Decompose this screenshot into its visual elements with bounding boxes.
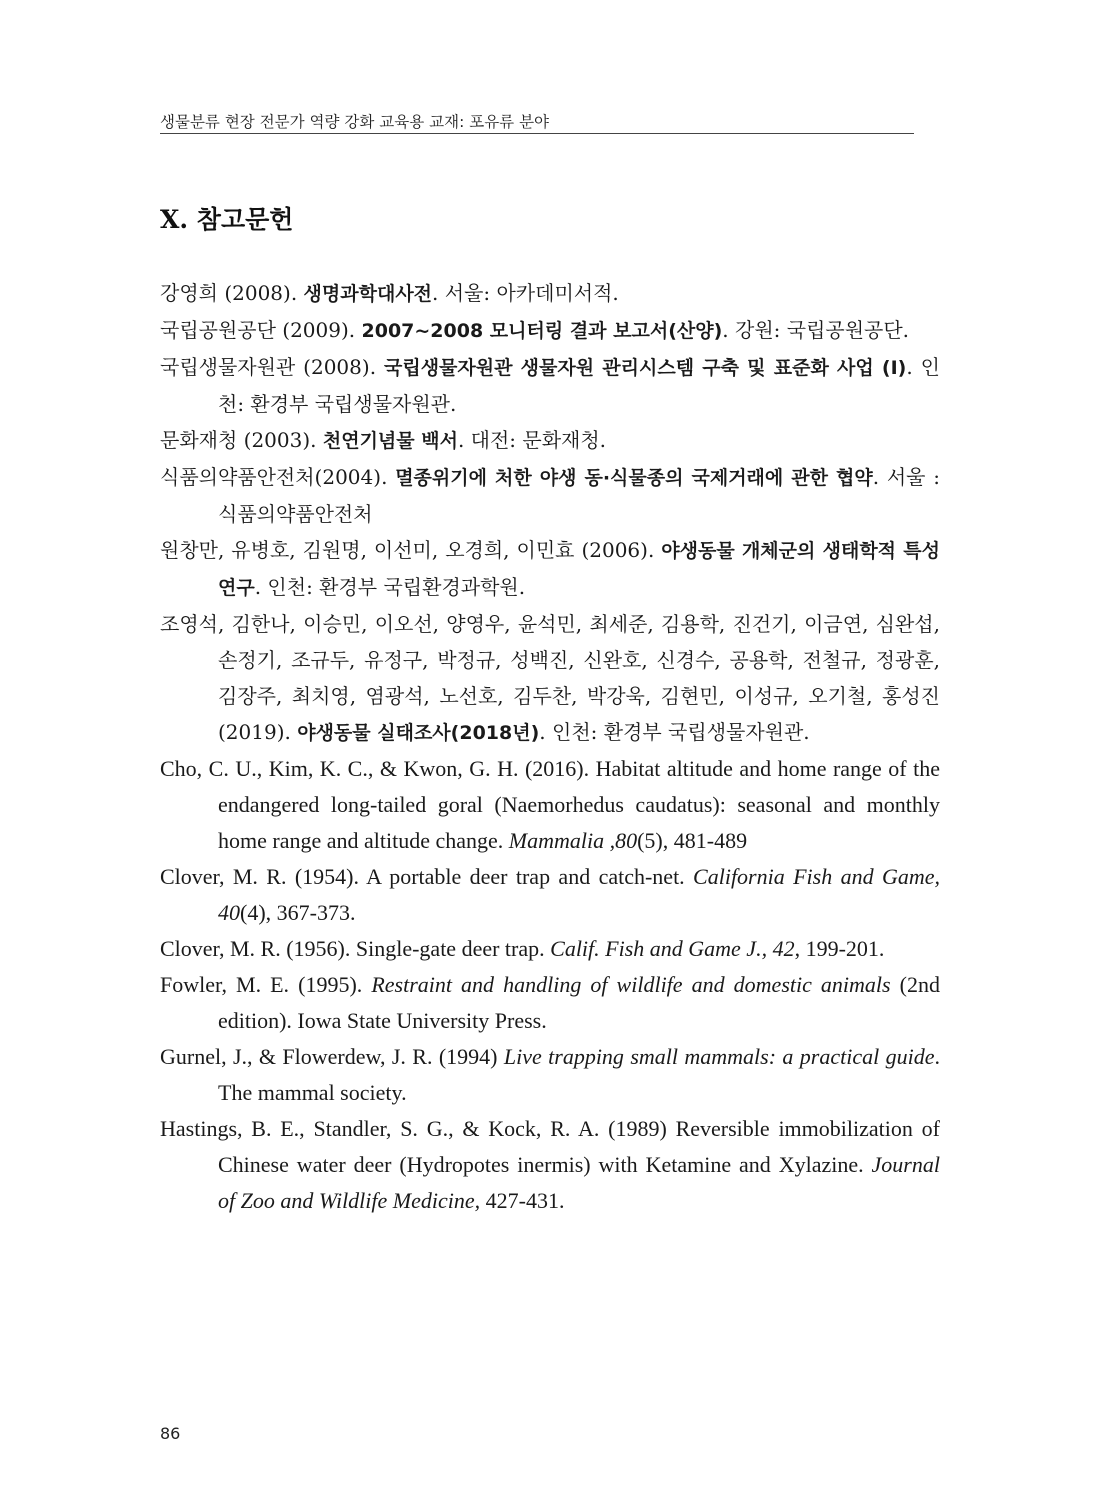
reference-item: [160, 312, 940, 349]
reference-publisher: . 서울 : 식품의약품안전처: [218, 465, 941, 526]
reference-item: [160, 1039, 940, 1111]
reference-publisher: (2nd edition). Iowa State University Press.: [218, 972, 940, 1033]
page-number: 86: [160, 1424, 181, 1443]
reference-publisher: . The mammal society.: [218, 1044, 940, 1105]
reference-item: [160, 349, 940, 422]
reference-title: 천연기념물 백서: [322, 430, 458, 452]
reference-pages: , 199-201.: [794, 936, 885, 961]
reference-item: [160, 532, 940, 606]
reference-authors: Clover, M. R. (1954). A portable deer trap and catch-net.: [160, 864, 694, 889]
reference-authors: Cho, C. U., Kim, K. C., & Kwon, G. H. (2016). Habitat altitude and home range of the endangered long-tailed goral (Naemorhedus caudatus): seasonal and monthly home range and altitude change.: [160, 756, 940, 853]
reference-title: 멸종위기에 처한 야생 동·식물종의 국제거래에 관한 협약: [395, 467, 873, 489]
reference-journal: Journal of Zoo and Wildlife Medicine,: [218, 1152, 940, 1213]
reference-authors: 식품의약품안전처(2004).: [160, 465, 396, 489]
header-divider: [160, 133, 914, 134]
reference-title: Live trapping small mammals: a practical guide: [503, 1044, 935, 1069]
reference-list: [160, 275, 940, 1219]
reference-item: [160, 422, 940, 459]
reference-item: [160, 751, 940, 859]
reference-authors: 국립공원공단 (2009).: [160, 318, 362, 342]
reference-authors: 강영희 (2008).: [160, 281, 304, 305]
reference-authors: Clover, M. R. (1956). Single-gate deer trap.: [160, 936, 551, 961]
reference-publisher: . 강원: 국립공원공단.: [722, 318, 910, 342]
reference-publisher: . 인천: 환경부 국립생물자원관.: [539, 720, 810, 744]
reference-authors: Fowler, M. E. (1995).: [160, 972, 372, 997]
reference-item: [160, 859, 940, 931]
reference-authors: Hastings, B. E., Standler, S. G., & Kock, R. A. (1989) Reversible immobilization of Chinese water deer (Hydropotes inermis) with Ketamine and Xylazine.: [160, 1116, 940, 1177]
reference-title: 생명과학대사전: [303, 283, 433, 305]
reference-authors: 조영석, 김한나, 이승민, 이오선, 양영우, 윤석민, 최세준, 김용학, 진건기, 이금연, 심완섭, 손정기, 조규두, 유정구, 박정규, 성백진, 신완호, 신경수, 공용학, 전철규, 정광훈, 김장주, 최치영, 염광석, 노선호, 김두찬, 박강욱, 김현민, 이성규, 오기철, 홍성진 (2019).: [160, 612, 940, 744]
reference-publisher: . 인천: 환경부 국립환경과학원.: [254, 575, 526, 599]
reference-item: [160, 967, 940, 1039]
reference-item: [160, 275, 940, 312]
reference-title: 국립생물자원관 생물자원 관리시스템 구축 및 표준화 사업 (I): [384, 357, 907, 379]
running-header: 생물분류 현장 전문가 역량 강화 교육용 교재: 포유류 분야: [160, 113, 550, 131]
reference-title: 야생동물 실태조사(2018년): [297, 722, 540, 744]
reference-item: [160, 459, 940, 532]
reference-publisher: . 대전: 문화재청.: [457, 428, 607, 452]
reference-authors: Gurnel, J., & Flowerdew, J. R. (1994): [160, 1044, 504, 1069]
reference-publisher: . 인천: 환경부 국립생물자원관.: [218, 355, 940, 416]
reference-authors: 원창만, 유병호, 김원명, 이선미, 오경희, 이민효 (2006).: [160, 538, 662, 562]
reference-authors: 문화재청 (2003).: [160, 428, 323, 452]
reference-journal: California Fish and Game, 40: [218, 864, 940, 925]
reference-journal: Mammalia ,80: [508, 828, 638, 853]
reference-item: [160, 931, 940, 967]
reference-journal: Calif. Fish and Game J., 42: [550, 936, 795, 961]
reference-authors: 국립생물자원관 (2008).: [160, 355, 384, 379]
reference-publisher: . 서울: 아카데미서적.: [432, 281, 619, 305]
reference-item: [160, 1111, 940, 1219]
reference-title: Restraint and handling of wildlife and domestic animals: [371, 972, 891, 997]
reference-pages: 427-431.: [480, 1188, 565, 1213]
reference-pages: (5), 481-489: [637, 828, 748, 853]
reference-item: [160, 606, 940, 751]
reference-pages: (4), 367-373.: [240, 900, 356, 925]
reference-title: 야생동물 개체군의 생태학적 특성연구: [218, 540, 940, 599]
section-title: X. 참고문헌: [160, 205, 294, 234]
reference-title: 2007~2008 모니터링 결과 보고서(산양): [361, 320, 723, 342]
